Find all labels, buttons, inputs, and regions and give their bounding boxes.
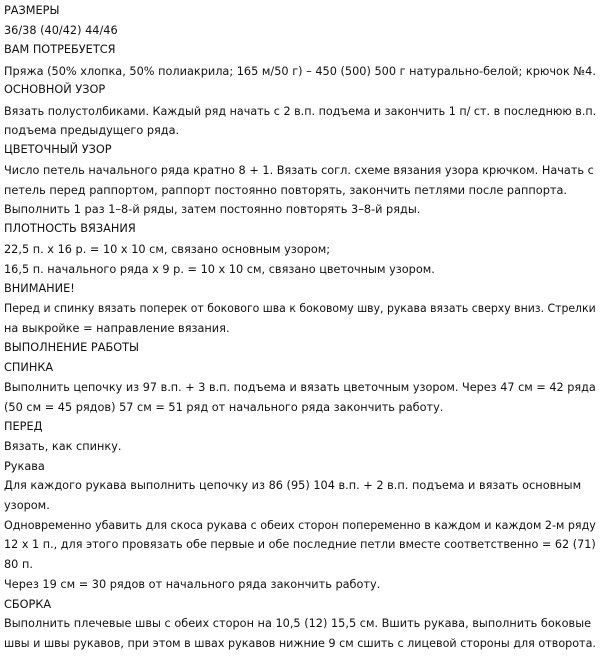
flower-pattern-line: петель перед раппортом, раппорт постоянно повторять, закончить петлями после раппорта. xyxy=(4,184,567,197)
gauge-heading: ПЛОТНОСТЬ ВЯЗАНИЯ xyxy=(4,222,136,235)
sleeves-line: Для каждого рукава выполнить цепочку из 86 (95) 104 в.п. + 2 в.п. подъема и вязать основным xyxy=(4,479,582,492)
sizes-heading: РАЗМЕРЫ xyxy=(4,4,60,17)
front-line: Вязать, как спинку. xyxy=(4,440,122,453)
front-heading: ПЕРЕД xyxy=(4,420,43,433)
basic-pattern-line: Вязать полустолбиками. Каждый ряд начать с 2 в.п. подъема и закончить 1 п/ ст. в последнюю в.п. xyxy=(4,105,597,118)
assembly-line: швы и швы рукавов, при этом в швах рукавов нижние 9 см сшить с лицевой стороны для отворота. xyxy=(4,637,596,650)
materials-text: Пряжа (50% хлопка, 50% полиакрила; 165 м/50 г) – 450 (500) 500 г натурально-белой; крючок №4. xyxy=(4,65,596,78)
assembly-heading: СБОРКА xyxy=(4,598,52,611)
attention-line: на выкройке = направление вязания. xyxy=(4,322,230,335)
sleeves-line: Через 19 см = 30 рядов от начального ряда закончить работу. xyxy=(4,578,381,591)
back-line: (50 см = 45 рядов) 57 см = 51 ряд от начального ряда закончить работу. xyxy=(4,401,444,414)
attention-line: Перед и спинку вязать поперек от бокового шва к боковому шву, рукава вязать сверху вниз. Стрелки xyxy=(4,302,596,315)
sleeves-line: 80 п. xyxy=(4,558,33,571)
flower-pattern-line: Число петель начального ряда кратно 8 + 1. Вязать согл. схеме вязания узора крючком. Начать с xyxy=(4,164,594,177)
sizes-values: 36/38 (40/42) 44/46 xyxy=(4,24,118,37)
sleeves-line: 12 х 1 п., для этого провязать обе первые и обе последние петли вместе соответственно = 62 (71) xyxy=(4,538,596,551)
materials-heading: ВАМ ПОТРЕБУЕТСЯ xyxy=(4,43,116,56)
flower-pattern-line: Выполнить 1 раз 1–8-й ряды, затем постоянно повторять 3–8-й ряды. xyxy=(4,203,421,216)
execution-heading: ВЫПОЛНЕНИЕ РАБОТЫ xyxy=(4,341,139,354)
assembly-line: Выполнить плечевые швы с обеих сторон на 10,5 (12) 15,5 см. Вшить рукава, выполнить боковые xyxy=(4,617,592,630)
flower-pattern-heading: ЦВЕТОЧНЫЙ УЗОР xyxy=(4,143,112,156)
basic-pattern-line: подъема предыдущего ряда. xyxy=(4,124,180,137)
back-heading: СПИНКА xyxy=(4,361,54,374)
back-line: Выполнить цепочку из 97 в.п. + 3 в.п. подъема и вязать цветочным узором. Через 47 см = 42 ряда xyxy=(4,381,596,394)
sleeves-line: узором. xyxy=(4,499,50,512)
sleeves-line: Одновременно убавить для скоса рукава с обеих сторон попеременно в каждом и каждом 2-м ряду xyxy=(4,519,596,532)
attention-heading: ВНИМАНИЕ! xyxy=(4,282,75,295)
gauge-line: 22,5 п. х 16 р. = 10 х 10 см, связано основным узором; xyxy=(4,243,331,256)
sleeves-heading: Рукава xyxy=(4,460,45,473)
gauge-line: 16,5 п. начального ряда х 9 р. = 10 х 10 см, связано цветочным узором. xyxy=(4,263,435,276)
basic-pattern-heading: ОСНОВНОЙ УЗОР xyxy=(4,83,106,96)
